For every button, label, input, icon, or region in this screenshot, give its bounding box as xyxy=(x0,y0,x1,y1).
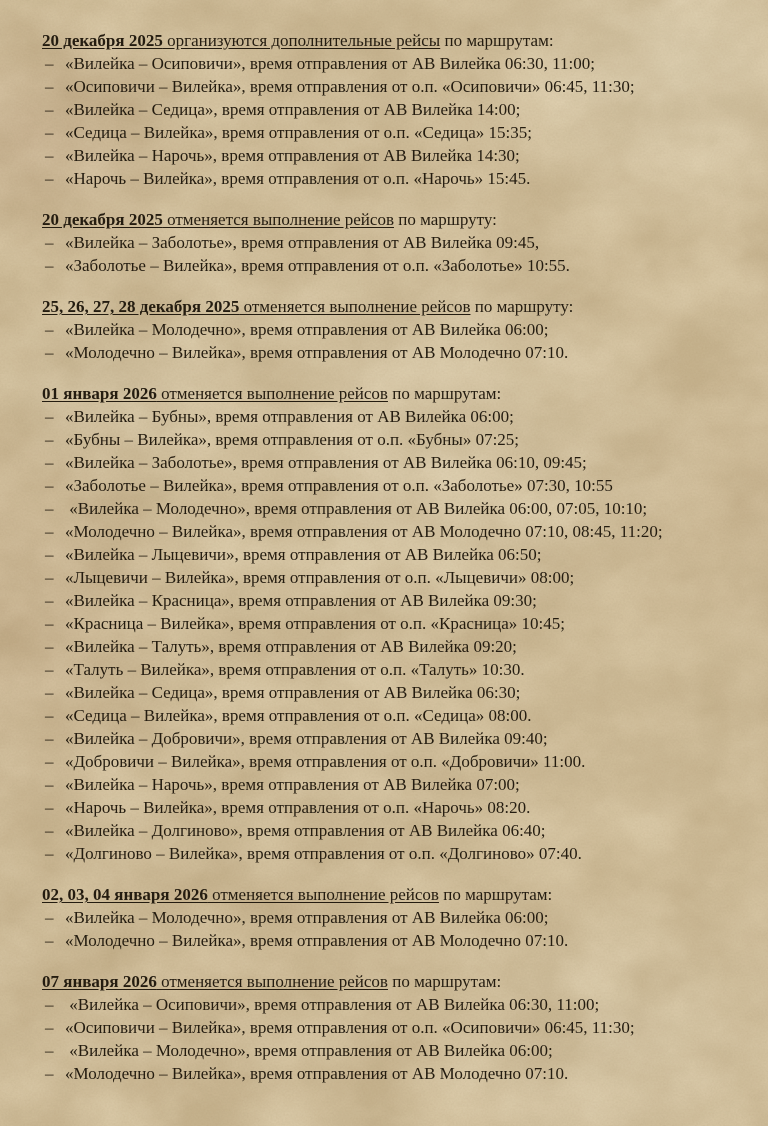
list-dash-marker: – xyxy=(45,453,54,472)
list-dash-marker: – xyxy=(45,1041,54,1060)
route-item xyxy=(42,52,734,75)
route-item xyxy=(42,75,734,98)
header-underlined-part xyxy=(42,31,440,50)
route-item xyxy=(42,121,734,144)
schedule-section xyxy=(42,883,734,952)
route-item xyxy=(42,566,734,589)
route-item xyxy=(42,929,734,952)
route-item xyxy=(42,796,734,819)
route-item xyxy=(42,474,734,497)
list-dash-marker: – xyxy=(45,591,54,610)
route-text: «Долгиново – Вилейка», время отправления от о.п. «Долгиново» 07:40. xyxy=(65,844,582,863)
route-text: «Красница – Вилейка», время отправления от о.п. «Красница» 10:45; xyxy=(65,614,565,633)
route-item xyxy=(42,318,734,341)
route-text: «Вилейка – Молодечно», время отправления от АВ Вилейка 06:00; xyxy=(65,1041,553,1060)
list-dash-marker: – xyxy=(45,256,54,275)
route-item xyxy=(42,520,734,543)
route-item xyxy=(42,906,734,929)
header-underlined-part xyxy=(42,972,388,991)
route-item xyxy=(42,819,734,842)
route-text: «Вилейка – Молодечно», время отправления от АВ Вилейка 06:00, 07:05, 10:10; xyxy=(65,499,648,518)
schedule-section xyxy=(42,382,734,865)
list-dash-marker: – xyxy=(45,233,54,252)
route-text: «Вилейка – Талуть», время отправления от АВ Вилейка 09:20; xyxy=(65,637,517,656)
route-text: «Седица – Вилейка», время отправления от о.п. «Седица» 08:00. xyxy=(65,706,532,725)
list-dash-marker: – xyxy=(45,683,54,702)
list-dash-marker: – xyxy=(45,1018,54,1037)
list-dash-marker: – xyxy=(45,908,54,927)
route-text: «Седица – Вилейка», время отправления от о.п. «Седица» 15:35; xyxy=(65,123,532,142)
route-text: «Нарочь – Вилейка», время отправления от о.п. «Нарочь» 15:45. xyxy=(65,169,531,188)
section-header xyxy=(42,883,734,906)
schedule-section xyxy=(42,29,734,190)
route-text: «Вилейка – Молодечно», время отправления от АВ Вилейка 06:00; xyxy=(65,908,549,927)
route-text: «Добровичи – Вилейка», время отправления от о.п. «Добровичи» 11:00. xyxy=(65,752,586,771)
section-header xyxy=(42,29,734,52)
route-item xyxy=(42,543,734,566)
list-dash-marker: – xyxy=(45,775,54,794)
list-dash-marker: – xyxy=(45,706,54,725)
route-item xyxy=(42,167,734,190)
route-text: «Вилейка – Долгиново», время отправления от АВ Вилейка 06:40; xyxy=(65,821,546,840)
document-body xyxy=(42,29,734,1085)
route-text: «Молодечно – Вилейка», время отправления от АВ Молодечно 07:10. xyxy=(65,1064,569,1083)
list-dash-marker: – xyxy=(45,320,54,339)
route-item xyxy=(42,98,734,121)
section-date: 07 января 2026 xyxy=(42,972,157,991)
section-suffix: по маршрутам: xyxy=(438,885,553,904)
list-dash-marker: – xyxy=(45,798,54,817)
route-text: «Вилейка – Седица», время отправления от АВ Вилейка 06:30; xyxy=(65,683,521,702)
list-dash-marker: – xyxy=(45,430,54,449)
list-dash-marker: – xyxy=(45,844,54,863)
list-dash-marker: – xyxy=(45,821,54,840)
route-text: «Заболотье – Вилейка», время отправления от о.п. «Заболотье» 07:30, 10:55 xyxy=(65,476,613,495)
route-text: «Вилейка – Нарочь», время отправления от АВ Вилейка 14:30; xyxy=(65,146,520,165)
route-text: «Осиповичи – Вилейка», время отправления от о.п. «Осиповичи» 06:45, 11:30; xyxy=(65,1018,635,1037)
section-header xyxy=(42,970,734,993)
section-date: 25, 26, 27, 28 декабря 2025 xyxy=(42,297,240,316)
section-action: отменяется выполнение рейсов xyxy=(156,384,388,403)
route-text: «Молодечно – Вилейка», время отправления от АВ Молодечно 07:10. xyxy=(65,931,569,950)
route-text: «Вилейка – Молодечно», время отправления от АВ Вилейка 06:00; xyxy=(65,320,549,339)
section-suffix: по маршрутам: xyxy=(387,972,502,991)
route-item xyxy=(42,750,734,773)
list-dash-marker: – xyxy=(45,169,54,188)
list-dash-marker: – xyxy=(45,931,54,950)
list-dash-marker: – xyxy=(45,660,54,679)
route-text: «Вилейка – Добровичи», время отправления от АВ Вилейка 09:40; xyxy=(65,729,548,748)
route-text: «Вилейка – Нарочь», время отправления от АВ Вилейка 07:00; xyxy=(65,775,520,794)
list-dash-marker: – xyxy=(45,729,54,748)
header-underlined-part xyxy=(42,297,470,316)
section-date: 02, 03, 04 января 2026 xyxy=(42,885,208,904)
header-underlined-part xyxy=(42,885,439,904)
route-item xyxy=(42,681,734,704)
list-dash-marker: – xyxy=(45,499,54,518)
section-action: отменяется выполнение рейсов xyxy=(207,885,439,904)
route-item xyxy=(42,497,734,520)
section-header xyxy=(42,295,734,318)
route-text: «Вилейка – Бубны», время отправления от АВ Вилейка 06:00; xyxy=(65,407,514,426)
section-date: 20 декабря 2025 xyxy=(42,210,163,229)
list-dash-marker: – xyxy=(45,752,54,771)
section-suffix: по маршруту: xyxy=(470,297,574,316)
route-text: «Вилейка – Седица», время отправления от АВ Вилейка 14:00; xyxy=(65,100,521,119)
route-text: «Вилейка – Заболотье», время отправления от АВ Вилейка 06:10, 09:45; xyxy=(65,453,587,472)
list-dash-marker: – xyxy=(45,123,54,142)
route-item xyxy=(42,451,734,474)
route-item xyxy=(42,704,734,727)
list-dash-marker: – xyxy=(45,343,54,362)
route-text: «Молодечно – Вилейка», время отправления от АВ Молодечно 07:10. xyxy=(65,343,569,362)
route-item xyxy=(42,658,734,681)
route-item xyxy=(42,254,734,277)
list-dash-marker: – xyxy=(45,476,54,495)
list-dash-marker: – xyxy=(45,568,54,587)
list-dash-marker: – xyxy=(45,614,54,633)
route-item xyxy=(42,612,734,635)
list-dash-marker: – xyxy=(45,100,54,119)
route-text: «Молодечно – Вилейка», время отправления от АВ Молодечно 07:10, 08:45, 11:20; xyxy=(65,522,663,541)
list-dash-marker: – xyxy=(45,545,54,564)
list-dash-marker: – xyxy=(45,146,54,165)
route-item xyxy=(42,1062,734,1085)
route-text: «Вилейка – Заболотье», время отправления от АВ Вилейка 09:45, xyxy=(65,233,540,252)
route-item xyxy=(42,842,734,865)
route-text: «Заболотье – Вилейка», время отправления от о.п. «Заболотье» 10:55. xyxy=(65,256,570,275)
section-suffix: по маршрутам: xyxy=(440,31,554,50)
route-text: «Бубны – Вилейка», время отправления от о.п. «Бубны» 07:25; xyxy=(65,430,520,449)
schedule-section xyxy=(42,208,734,277)
route-item xyxy=(42,1039,734,1062)
route-item xyxy=(42,405,734,428)
route-item xyxy=(42,589,734,612)
section-action: отменяется выполнение рейсов xyxy=(239,297,471,316)
section-suffix: по маршруту: xyxy=(393,210,497,229)
route-text: «Вилейка – Осиповичи», время отправления от АВ Вилейка 06:30, 11:00; xyxy=(65,995,600,1014)
route-item xyxy=(42,341,734,364)
route-item xyxy=(42,428,734,451)
route-text: «Нарочь – Вилейка», время отправления от о.п. «Нарочь» 08:20. xyxy=(65,798,531,817)
route-item xyxy=(42,144,734,167)
route-item xyxy=(42,1016,734,1039)
list-dash-marker: – xyxy=(45,995,54,1014)
route-item xyxy=(42,993,734,1016)
section-action: отменяется выполнение рейсов xyxy=(156,972,388,991)
route-text: «Вилейка – Осиповичи», время отправления от АВ Вилейка 06:30, 11:00; xyxy=(65,54,595,73)
route-item xyxy=(42,773,734,796)
route-text: «Лыцевичи – Вилейка», время отправления от о.п. «Лыцевичи» 08:00; xyxy=(65,568,575,587)
route-item xyxy=(42,635,734,658)
route-text: «Осиповичи – Вилейка», время отправления от о.п. «Осиповичи» 06:45, 11:30; xyxy=(65,77,635,96)
route-item xyxy=(42,231,734,254)
list-dash-marker: – xyxy=(45,522,54,541)
section-action: организуются дополнительные рейсы xyxy=(162,31,441,50)
section-date: 01 января 2026 xyxy=(42,384,157,403)
header-underlined-part xyxy=(42,384,388,403)
section-action: отменяется выполнение рейсов xyxy=(162,210,394,229)
section-header xyxy=(42,208,734,231)
section-suffix: по маршрутам: xyxy=(387,384,502,403)
list-dash-marker: – xyxy=(45,54,54,73)
route-text: «Вилейка – Красница», время отправления от АВ Вилейка 09:30; xyxy=(65,591,537,610)
list-dash-marker: – xyxy=(45,77,54,96)
schedule-section xyxy=(42,970,734,1085)
section-date: 20 декабря 2025 xyxy=(42,31,163,50)
list-dash-marker: – xyxy=(45,637,54,656)
schedule-section xyxy=(42,295,734,364)
route-item xyxy=(42,727,734,750)
header-underlined-part xyxy=(42,210,394,229)
list-dash-marker: – xyxy=(45,407,54,426)
section-header xyxy=(42,382,734,405)
route-text: «Вилейка – Лыцевичи», время отправления от АВ Вилейка 06:50; xyxy=(65,545,542,564)
route-text: «Талуть – Вилейка», время отправления от о.п. «Талуть» 10:30. xyxy=(65,660,525,679)
list-dash-marker: – xyxy=(45,1064,54,1083)
